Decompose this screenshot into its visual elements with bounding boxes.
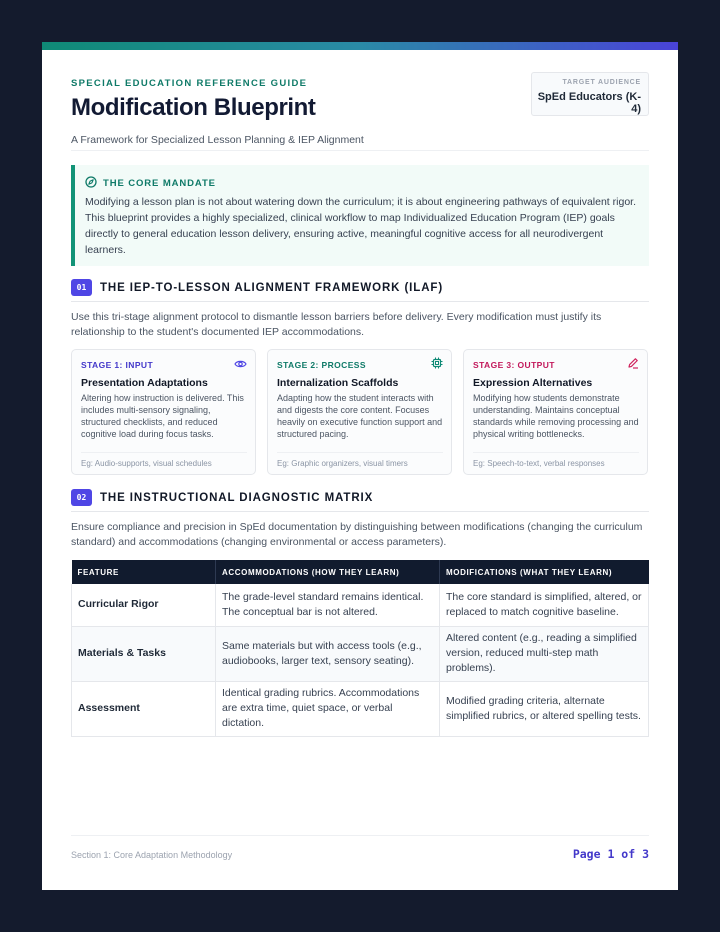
section-number-badge: 01 bbox=[71, 279, 92, 296]
target-audience-box bbox=[531, 72, 649, 116]
table-cell: Curricular Rigor bbox=[72, 584, 216, 626]
compass-icon bbox=[85, 176, 97, 191]
diagnostic-matrix-table bbox=[71, 560, 649, 737]
page-footer bbox=[71, 835, 649, 875]
card-description: Adapting how the student interacts with and digests the core content. Focuses heavily on executive function support and structured pacing. bbox=[277, 393, 443, 439]
document-header bbox=[71, 50, 649, 151]
section-number-badge: 02 bbox=[71, 489, 92, 506]
table-row bbox=[72, 681, 649, 736]
page-title: Modification Blueprint bbox=[71, 94, 316, 121]
table-cell: Same materials but with access tools (e.g., audiobooks, larger text, sensory seating). bbox=[216, 626, 440, 681]
table-cell: Modified grading criteria, alternate simplified rubrics, or altered spelling tests. bbox=[440, 681, 649, 736]
column-header: FEATURE bbox=[72, 560, 216, 584]
accent-bar bbox=[42, 42, 678, 50]
pen-icon bbox=[627, 356, 639, 374]
mandate-heading: THE CORE MANDATE bbox=[103, 178, 216, 189]
footer-section-label: Section 1: Core Adaptation Methodology bbox=[71, 850, 233, 860]
stage-label: STAGE 1: INPUT bbox=[81, 360, 154, 370]
section-intro: Use this tri-stage alignment protocol to dismantle lesson barriers before delivery. Every modification must justify its relationship to the student's documented IEP accommodations. bbox=[71, 311, 602, 338]
stage-card-process bbox=[267, 349, 452, 475]
section-heading bbox=[71, 279, 649, 302]
mandate-body: Modifying a lesson plan is not about watering down the curriculum; it is about engineering pathways of equivalent rigor. This blueprint provides a highly specialized, clinical workflow to map Individualized Education Program (IEP) goals directly to general education lesson delivery, ensuring active, meaningful cognitive access for all neurodivergent learners. bbox=[85, 196, 636, 256]
eye-icon bbox=[234, 356, 247, 374]
table-cell: Materials & Tasks bbox=[72, 626, 216, 681]
card-example: Eg: Speech-to-text, verbal responses bbox=[473, 452, 639, 474]
eyebrow: SPECIAL EDUCATION REFERENCE GUIDE bbox=[71, 78, 308, 89]
table-cell: The core standard is simplified, altered, or replaced to match cognitive baseline. bbox=[440, 584, 649, 626]
core-mandate-callout bbox=[71, 165, 649, 266]
card-description: Altering how instruction is delivered. This includes multi-sensory signaling, structured checklists, and reduced cognitive load during focus tasks. bbox=[81, 393, 244, 439]
table-header-row bbox=[72, 560, 649, 584]
section-ilaf bbox=[71, 279, 649, 475]
stage-card-output bbox=[463, 349, 648, 475]
stage-card-input bbox=[71, 349, 256, 475]
section-heading bbox=[71, 489, 649, 512]
section-title: THE IEP-TO-LESSON ALIGNMENT FRAMEWORK (ILAF) bbox=[100, 281, 444, 294]
card-title: Internalization Scaffolds bbox=[277, 377, 399, 389]
card-title: Expression Alternatives bbox=[473, 377, 593, 389]
table-cell: Altered content (e.g., reading a simplified version, reduced multi-step math problems). bbox=[440, 626, 649, 681]
audience-value: SpEd Educators (K-4) bbox=[537, 91, 641, 115]
table-cell: The grade-level standard remains identical. The conceptual bar is not altered. bbox=[216, 584, 440, 626]
audience-label: TARGET AUDIENCE bbox=[562, 79, 641, 86]
card-title: Presentation Adaptations bbox=[81, 377, 208, 389]
cpu-icon bbox=[431, 356, 443, 374]
table-cell: Assessment bbox=[72, 681, 216, 736]
column-header: MODIFICATIONS (WHAT THEY LEARN) bbox=[440, 560, 649, 584]
section-title: THE INSTRUCTIONAL DIAGNOSTIC MATRIX bbox=[100, 491, 374, 504]
table-cell: Identical grading rubrics. Accommodations are extra time, quiet space, or verbal dictation. bbox=[216, 681, 440, 736]
table-row bbox=[72, 626, 649, 681]
mandate-heading-row bbox=[85, 176, 637, 191]
card-example: Eg: Graphic organizers, visual timers bbox=[277, 452, 443, 474]
column-header: ACCOMMODATIONS (HOW THEY LEARN) bbox=[216, 560, 440, 584]
document-page bbox=[42, 42, 678, 890]
card-description: Modifying how students demonstrate understanding. Maintains conceptual standards while removing processing and physical writing bottlenecks. bbox=[473, 393, 639, 439]
page-number: Page 1 of 3 bbox=[572, 847, 649, 861]
card-example: Eg: Audio-supports, visual schedules bbox=[81, 452, 247, 474]
stage-label: STAGE 2: PROCESS bbox=[277, 360, 366, 370]
page-subtitle: A Framework for Specialized Lesson Planning & IEP Alignment bbox=[71, 134, 364, 146]
section-intro: Ensure compliance and precision in SpEd documentation by distinguishing between modifications (changing the curriculum standard) and accommodations (changing environmental or access parameters). bbox=[71, 521, 643, 548]
section-matrix bbox=[71, 489, 649, 737]
stage-cards bbox=[71, 349, 649, 475]
table-row bbox=[72, 584, 649, 626]
stage-label: STAGE 3: OUTPUT bbox=[473, 360, 555, 370]
